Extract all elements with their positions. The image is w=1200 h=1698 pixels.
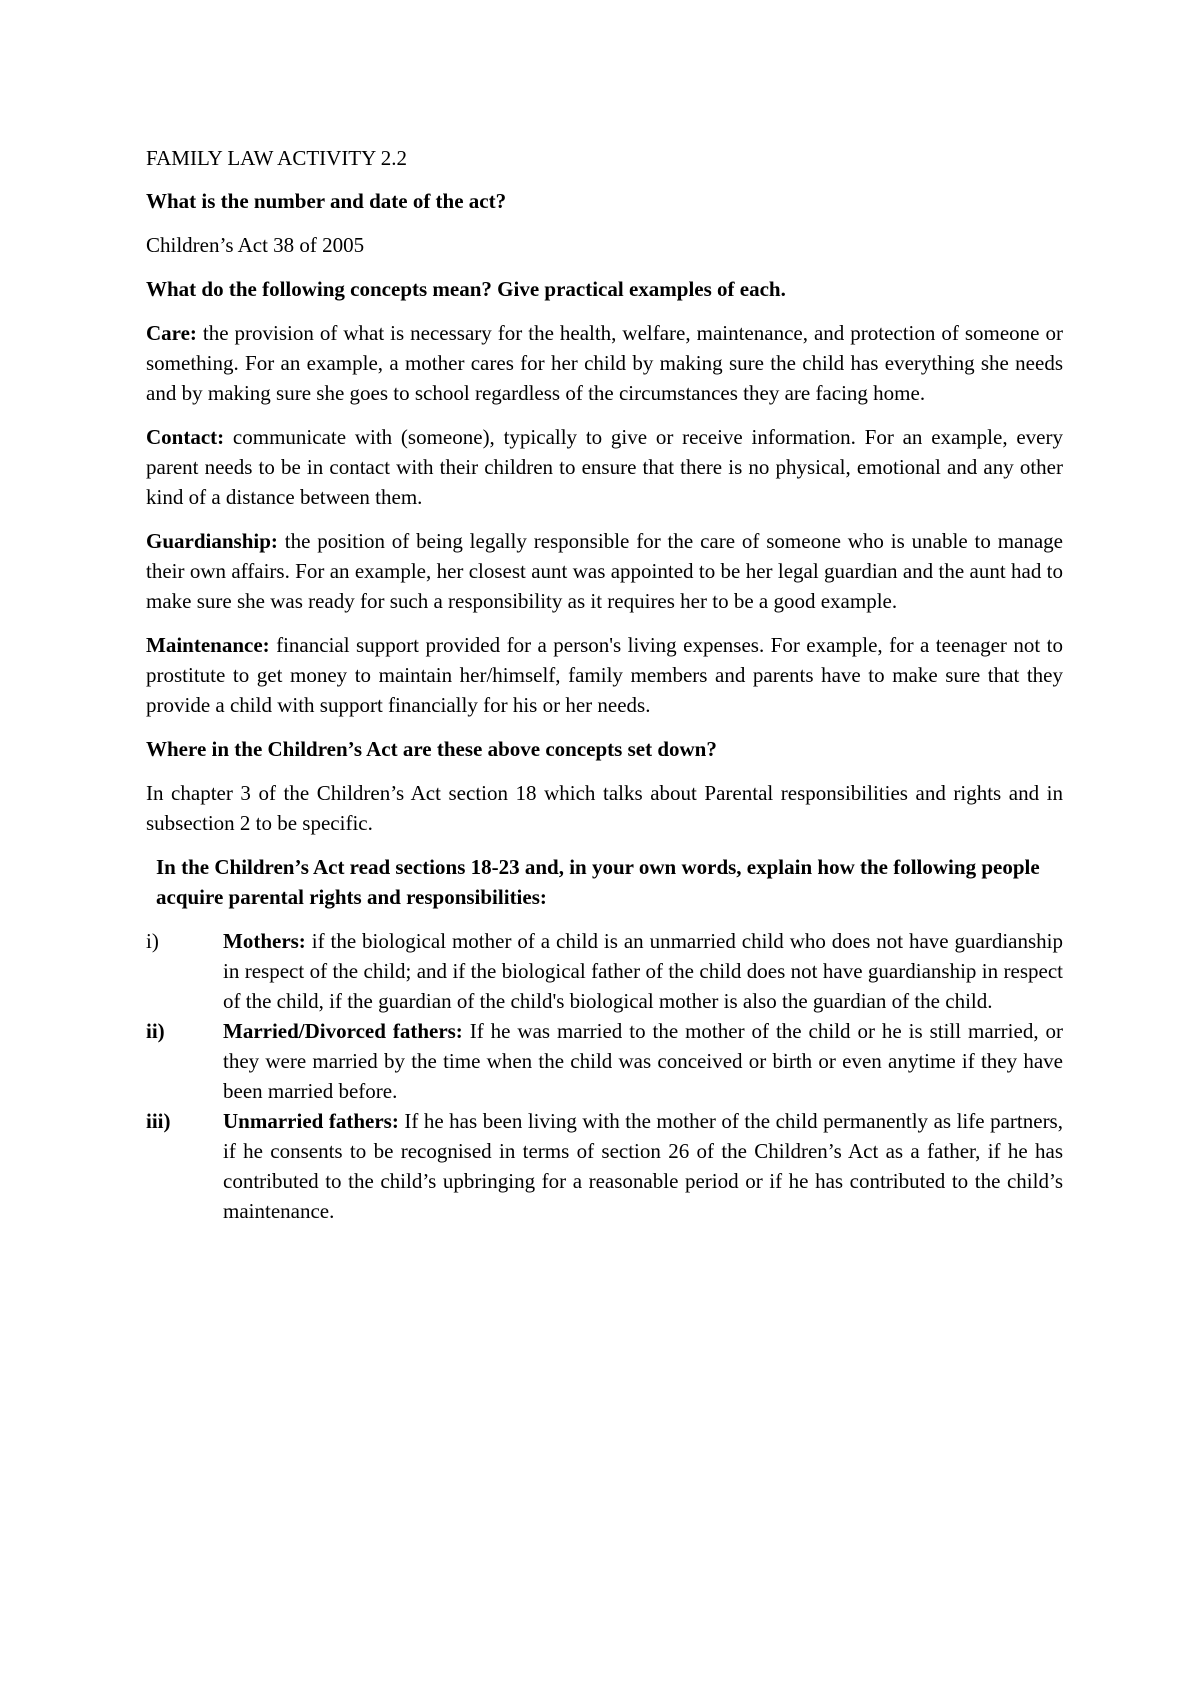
concept-term: Care: <box>146 321 197 345</box>
list-numeral: ii) <box>146 1019 165 1043</box>
question-parental-rights: In the Children’s Act read sections 18-23 and, in your own words, explain how the following people acquire parental rights and responsibilities: <box>156 855 1040 909</box>
list-item-mothers <box>146 926 1063 1016</box>
list-numeral: i) <box>146 929 159 953</box>
concept-guardianship <box>146 526 1063 616</box>
document-title: FAMILY LAW ACTIVITY 2.2 <box>146 146 408 170</box>
answer-where-set-down: In chapter 3 of the Children’s Act section 18 which talks about Parental responsibilities and rights and in subsection 2 to be specific. <box>146 781 1063 835</box>
list-term: Married/Divorced fathers: <box>223 1019 463 1043</box>
concept-term: Maintenance: <box>146 633 270 657</box>
parental-rights-list <box>146 926 1063 1226</box>
list-text: if the biological mother of a child is an unmarried child who does not have guardianship in respect of the child; and if the biological father of the child does not have guardianship in respect of the child, if the guardian of the child's biological mother is also the guardian of the child. <box>223 929 1063 1013</box>
concept-text: financial support provided for a person's living expenses. For example, for a teenager not to prostitute to get money to maintain her/himself, family members and parents have to make sure that they provide a child with support financially for his or her needs. <box>146 633 1063 717</box>
list-item-unmarried-fathers <box>146 1106 1063 1226</box>
list-item-body <box>223 1106 1063 1226</box>
concept-term: Contact: <box>146 425 225 449</box>
concept-care <box>146 318 1063 408</box>
list-text: If he was married to the mother of the child or he is still married, or they were married by the time when the child was conceived or birth or even anytime if they have been married before. <box>223 1019 1063 1103</box>
concept-contact <box>146 422 1063 512</box>
list-text: If he has been living with the mother of the child permanently as life partners, if he consents to be recognised in terms of section 26 of the Children’s Act as a father, if he has contributed to the child’s upbringing for a reasonable period or if he has contributed to the child’s maintenance. <box>223 1109 1063 1223</box>
concept-term: Guardianship: <box>146 529 278 553</box>
concept-text: the provision of what is necessary for the health, welfare, maintenance, and protection of someone or something. For an example, a mother cares for her child by making sure the child has everything she needs and by making sure she goes to school regardless of the circumstances they are facing home. <box>146 321 1063 405</box>
answer-act-number: Children’s Act 38 of 2005 <box>146 233 365 257</box>
question-act-number: What is the number and date of the act? <box>146 189 507 213</box>
list-numeral: iii) <box>146 1109 171 1133</box>
concept-text: the position of being legally responsible for the care of someone who is unable to manage their own affairs. For an example, her closest aunt was appointed to be her legal guardian and the aunt had to make sure she was ready for such a responsibility as it requires her to be a good example. <box>146 529 1063 613</box>
concept-text: communicate with (someone), typically to give or receive information. For an example, every parent needs to be in contact with their children to ensure that there is no physical, emotional and any other kind of a distance between them. <box>146 425 1063 509</box>
list-term: Mothers: <box>223 929 306 953</box>
list-term: Unmarried fathers: <box>223 1109 399 1133</box>
list-item-married-fathers <box>146 1016 1063 1106</box>
question-concepts: What do the following concepts mean? Give practical examples of each. <box>146 277 786 301</box>
list-item-body <box>223 1016 1063 1106</box>
question-where-set-down: Where in the Children’s Act are these above concepts set down? <box>146 737 717 761</box>
concept-maintenance <box>146 630 1063 720</box>
list-item-body <box>223 926 1063 1016</box>
